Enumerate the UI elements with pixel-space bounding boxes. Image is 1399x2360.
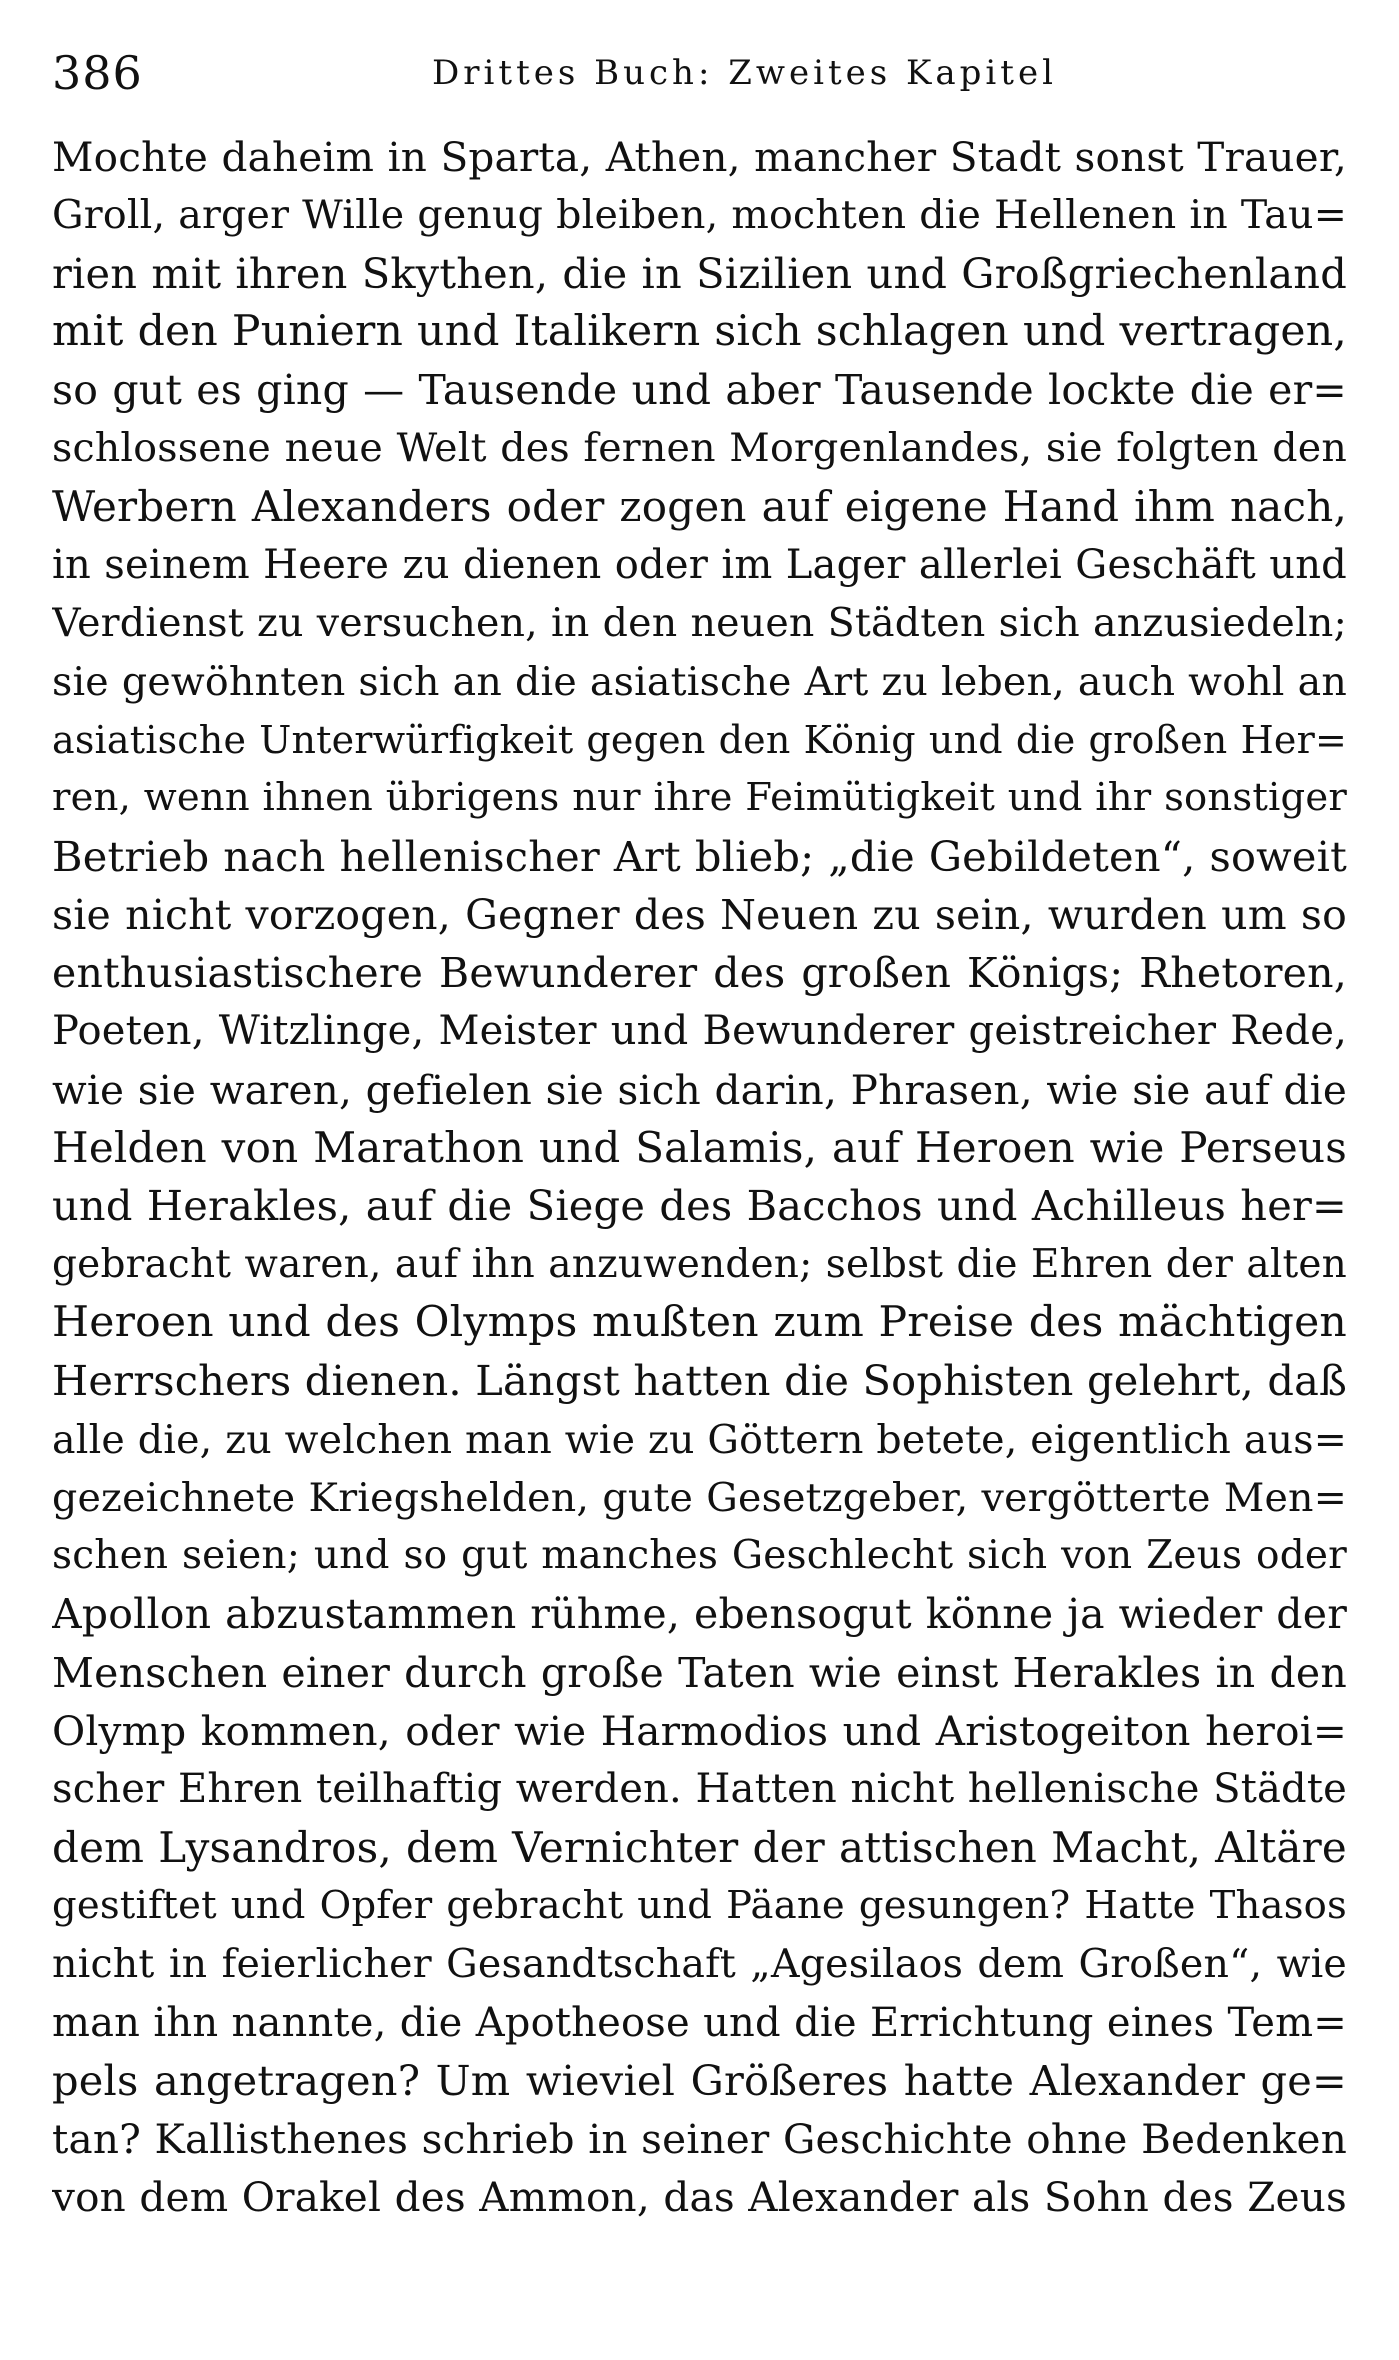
- text-line: gezeichnete Kriegshelden, gute Gesetzgeber, vergötterte Men=: [52, 1474, 1347, 1521]
- text-line: asiatische Unterwürfigkeit gegen den König und die großen Her=: [52, 717, 1347, 762]
- text-line: Apollon abzustammen rühme, ebensogut könne ja wieder der: [52, 1590, 1347, 1639]
- text-line: nicht in feierlicher Gesandtschaft „Agesilaos dem Großen“, wie: [52, 1941, 1347, 1988]
- text-line: schlossene neue Welt des fernen Morgenlandes, sie folgten den: [52, 425, 1347, 472]
- text-line: und Herakles, auf die Siege des Bacchos und Achilleus her=: [52, 1181, 1347, 1231]
- text-line: scher Ehren teilhaftig werden. Hatten nicht hellenische Städte: [52, 1766, 1347, 1813]
- text-line: Helden von Marathon und Salamis, auf Heroen wie Perseus: [52, 1123, 1347, 1173]
- text-line: pels angetragen? Um wieviel Größeres hatte Alexander ge=: [52, 2055, 1347, 2105]
- text-line: in seinem Heere zu dienen oder im Lager allerlei Geschäft und: [52, 542, 1347, 589]
- text-line: Werbern Alexanders oder zogen auf eigene Hand ihm nach,: [52, 481, 1347, 531]
- text-line: ren, wenn ihnen übrigens nur ihre Feimütigkeit und ihr sonstiger: [52, 775, 1347, 821]
- text-line: so gut es ging — Tausende und aber Tausende lockte die er=: [52, 366, 1347, 415]
- text-line: Verdienst zu versuchen, in den neuen Städten sich anzusiedeln;: [52, 600, 1347, 647]
- text-line: alle die, zu welchen man wie zu Göttern betete, eigentlich aus=: [52, 1416, 1347, 1463]
- body-text: [52, 128, 1347, 2227]
- text-line: Menschen einer durch große Taten wie einst Herakles in den: [52, 1648, 1347, 1697]
- text-line: schen seien; und so gut manches Geschlecht sich von Zeus oder: [52, 1533, 1347, 1579]
- text-line: mit den Puniern und Italikern sich schlagen und vertragen,: [52, 306, 1347, 356]
- text-line: Heroen und des Olymps mußten zum Preise des mächtigen: [52, 1297, 1347, 1347]
- text-line: sie gewöhnten sich an die asiatische Art zu leben, auch wohl an: [52, 658, 1347, 705]
- text-line: Olymp kommen, oder wie Harmodios und Aristogeiton heroi=: [52, 1707, 1347, 1756]
- text-line: Mochte daheim in Sparta, Athen, mancher Stadt sonst Trauer,: [52, 133, 1347, 181]
- text-line: von dem Orakel des Ammon, das Alexander als Sohn des Zeus: [52, 2173, 1347, 2222]
- text-line: dem Lysandros, dem Vernichter der attischen Macht, Altäre: [52, 1822, 1347, 1872]
- text-line: enthusiastischere Bewunderer des großen Königs; Rhetoren,: [52, 949, 1347, 998]
- text-line: rien mit ihren Skythen, die in Sizilien und Großgriechenland: [52, 248, 1347, 298]
- text-line: gestiftet und Opfer gebracht und Päane gesungen? Hatte Thasos: [52, 1882, 1347, 1928]
- running-head: Drittes Buch: Zweites Kapitel: [432, 53, 1057, 93]
- page-number: 386: [52, 46, 143, 100]
- text-line: Herrschers dienen. Längst hatten die Sophisten gelehrt, daß: [52, 1356, 1347, 1406]
- text-line: tan? Kallisthenes schrieb in seiner Geschichte ohne Bedenken: [52, 2115, 1347, 2164]
- text-line: Betrieb nach hellenischer Art blieb; „die Gebildeten“, soweit: [52, 831, 1347, 881]
- text-line: Groll, arger Wille genug bleiben, mochten die Hellenen in Tau=: [52, 192, 1347, 239]
- text-line: Poeten, Witzlinge, Meister und Bewunderer geistreicher Rede,: [52, 1008, 1347, 1055]
- page-header: [52, 38, 1347, 108]
- text-line: gebracht waren, auf ihn anzuwenden; selbst die Ehren der alten: [52, 1241, 1347, 1287]
- text-line: sie nicht vorzogen, Gegner des Neuen zu sein, wurden um so: [52, 890, 1347, 939]
- text-line: man ihn nannte, die Apotheose und die Errichtung eines Tem=: [52, 1999, 1347, 2046]
- text-line: wie sie waren, gefielen sie sich darin, Phrasen, wie sie auf die: [52, 1065, 1347, 1114]
